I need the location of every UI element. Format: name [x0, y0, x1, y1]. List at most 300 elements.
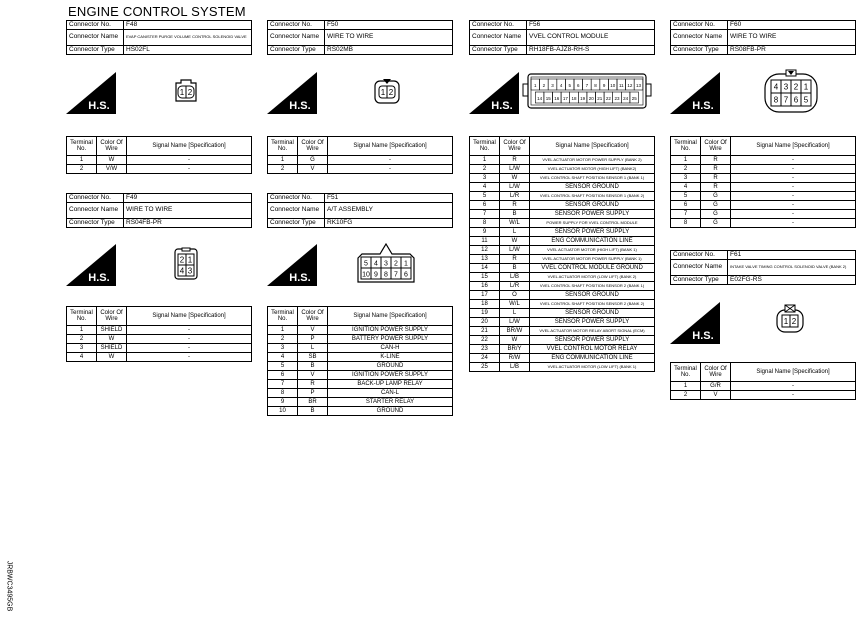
- signal-name-cell: VVEL CONTROL SHAFT POSITION SENSOR 1 (BANK 2): [530, 192, 655, 201]
- wire-color-cell: L: [500, 228, 530, 237]
- wire-color-cell: V/W: [97, 165, 127, 174]
- terminal-no-cell: 14: [470, 264, 500, 273]
- terminal-no-cell: 25: [470, 363, 500, 372]
- connector-name-value: VVEL CONTROL MODULE: [527, 30, 655, 46]
- connector-info-table: [66, 193, 252, 228]
- connector-type-label: Connector Type: [671, 276, 728, 285]
- terminal-no-cell: 2: [67, 165, 97, 174]
- connector-no-value: F48: [124, 21, 252, 30]
- pin-label: 1: [783, 317, 789, 326]
- table-row: [268, 389, 453, 398]
- wire-color-cell: G/R: [701, 382, 731, 391]
- connector-name-label: Connector Name: [671, 260, 728, 276]
- connector-no-label: Connector No.: [671, 251, 728, 260]
- wire-color-header: Color Of Wire: [298, 137, 328, 156]
- table-row: [470, 228, 655, 237]
- table-row: [268, 353, 453, 362]
- table-row: [470, 291, 655, 300]
- terminal-no-cell: 9: [470, 228, 500, 237]
- connector-type-value: HS02FL: [124, 46, 252, 55]
- signal-name-cell: ENG COMMUNICATION LINE: [530, 237, 655, 246]
- pin-label: 7: [585, 83, 589, 88]
- pin-label: 12: [627, 83, 633, 88]
- pin-label: 1: [803, 82, 809, 92]
- connector-diagram-f49: [169, 247, 203, 286]
- signal-name-cell: -: [127, 165, 252, 174]
- wire-color-cell: L: [298, 344, 328, 353]
- wire-color-cell: G: [701, 201, 731, 210]
- signal-name-cell: SENSOR GROUND: [530, 201, 655, 210]
- wire-color-cell: L/R: [500, 282, 530, 291]
- wire-color-cell: R: [701, 156, 731, 165]
- pin-label: 4: [374, 260, 378, 268]
- connector-diagram-f50: [371, 75, 403, 112]
- wire-color-cell: G: [701, 192, 731, 201]
- hs-logo-text: H.S.: [289, 272, 311, 284]
- wire-color-header: Color Of Wire: [97, 137, 127, 156]
- terminal-no-cell: 15: [470, 273, 500, 282]
- pin-label: 10: [362, 271, 370, 279]
- table-row: [268, 156, 453, 165]
- table-row: [470, 300, 655, 309]
- connector-info-table: [469, 20, 655, 55]
- table-row: [470, 201, 655, 210]
- hs-logo: [670, 302, 720, 344]
- table-row: [268, 326, 453, 335]
- terminal-no-cell: 7: [671, 210, 701, 219]
- pin-label: 2: [793, 82, 799, 92]
- hs-logo-text: H.S.: [88, 272, 110, 284]
- terminal-no-cell: 10: [268, 407, 298, 416]
- page-title: ENGINE CONTROL SYSTEM: [68, 4, 246, 19]
- connector-no-value: F60: [728, 21, 856, 30]
- terminal-no-header: Terminal No.: [67, 137, 97, 156]
- connector-block-f51: [267, 193, 453, 228]
- table-row: [470, 327, 655, 336]
- signal-name-cell: VVEL ACTUATOR MOTOR (LOW LIFT) (BANK 1): [530, 363, 655, 372]
- table-row: [470, 255, 655, 264]
- wire-color-cell: L/W: [500, 183, 530, 192]
- wire-color-cell: L/W: [500, 318, 530, 327]
- terminal-no-header: Terminal No.: [268, 137, 298, 156]
- table-row: [671, 192, 856, 201]
- signal-name-cell: -: [731, 219, 856, 228]
- wire-color-cell: SHIELD: [97, 326, 127, 335]
- pin-label: 3: [551, 83, 554, 88]
- wire-color-cell: V: [701, 391, 731, 400]
- terminal-no-cell: 1: [671, 156, 701, 165]
- terminal-no-cell: 8: [470, 219, 500, 228]
- pin-label: 24: [623, 96, 629, 101]
- connector-name-label: Connector Name: [470, 30, 527, 46]
- table-row: [470, 246, 655, 255]
- wire-color-cell: G: [701, 210, 731, 219]
- connector-type-label: Connector Type: [671, 46, 728, 55]
- wire-color-cell: L/B: [500, 363, 530, 372]
- terminal-no-header: Terminal No.: [67, 307, 97, 326]
- hs-logo-text: H.S.: [491, 100, 513, 112]
- table-row: [470, 264, 655, 273]
- signal-name-cell: -: [731, 201, 856, 210]
- pin-label: 15: [545, 96, 551, 101]
- wire-color-cell: R: [701, 174, 731, 183]
- signal-name-cell: SENSOR GROUND: [530, 183, 655, 192]
- wire-color-cell: W/L: [500, 219, 530, 228]
- terminal-no-cell: 5: [470, 192, 500, 201]
- pin-label: 19: [580, 96, 586, 101]
- signal-name-cell: IGNITION POWER SUPPLY: [328, 371, 453, 380]
- connector-name-value: A/T ASSEMBLY: [325, 203, 453, 219]
- table-row: [470, 282, 655, 291]
- terminal-no-cell: 4: [67, 353, 97, 362]
- terminal-no-header: Terminal No.: [671, 363, 701, 382]
- hs-logo-text: H.S.: [692, 100, 714, 112]
- signal-name-cell: -: [731, 382, 856, 391]
- signal-name-cell: GROUND: [328, 362, 453, 371]
- table-row: [470, 156, 655, 165]
- table-row: [671, 201, 856, 210]
- table-row: [268, 344, 453, 353]
- connector-name-value: INTAKE VALVE TIMING CONTROL SOLENOID VALVE (BANK 2): [728, 260, 856, 276]
- terminal-no-cell: 8: [671, 219, 701, 228]
- signal-name-cell: SENSOR POWER SUPPLY: [530, 336, 655, 345]
- pin-label: 4: [559, 83, 563, 88]
- signal-name-cell: -: [127, 335, 252, 344]
- terminal-table-f51: [267, 306, 453, 416]
- terminal-no-cell: 8: [268, 389, 298, 398]
- table-row: [470, 336, 655, 345]
- table-row: [67, 156, 252, 165]
- pin-label: 7: [783, 95, 789, 105]
- signal-name-cell: -: [731, 156, 856, 165]
- connector-name-label: Connector Name: [67, 30, 124, 46]
- signal-name-cell: -: [328, 165, 453, 174]
- terminal-no-cell: 4: [268, 353, 298, 362]
- pin-label: 21: [597, 96, 603, 101]
- wire-color-cell: B: [500, 264, 530, 273]
- terminal-no-cell: 19: [470, 309, 500, 318]
- terminal-no-cell: 7: [268, 380, 298, 389]
- connector-name-value: WIRE TO WIRE: [728, 30, 856, 46]
- connector-no-value: F61: [728, 251, 856, 260]
- wire-color-cell: V: [298, 371, 328, 380]
- connector-no-label: Connector No.: [671, 21, 728, 30]
- connector-block-f48: [66, 20, 252, 55]
- terminal-no-cell: 11: [470, 237, 500, 246]
- wire-color-cell: R: [298, 380, 328, 389]
- terminal-table-f56: [469, 136, 655, 372]
- terminal-no-cell: 3: [67, 344, 97, 353]
- signal-name-cell: -: [127, 344, 252, 353]
- terminal-no-cell: 4: [470, 183, 500, 192]
- hs-logo: [267, 72, 317, 114]
- connector-type-value: RS08FB-PR: [728, 46, 856, 55]
- wire-color-cell: BR/W: [500, 327, 530, 336]
- pin-label: 1: [404, 260, 408, 268]
- connector-type-label: Connector Type: [268, 46, 325, 55]
- wire-color-cell: R: [500, 201, 530, 210]
- terminal-no-cell: 2: [268, 335, 298, 344]
- wire-color-cell: R: [701, 165, 731, 174]
- table-row: [671, 183, 856, 192]
- table-row: [671, 391, 856, 400]
- terminal-no-cell: 16: [470, 282, 500, 291]
- connector-type-label: Connector Type: [470, 46, 527, 55]
- terminal-no-cell: 2: [470, 165, 500, 174]
- wire-color-header: Color Of Wire: [298, 307, 328, 326]
- signal-name-cell: VVEL ACTUATOR MOTOR (HIGH LIFT) (BANK 1): [530, 246, 655, 255]
- signal-name-cell: SENSOR GROUND: [530, 309, 655, 318]
- pin-label: 10: [610, 83, 616, 88]
- connector-info-table: [670, 20, 856, 55]
- signal-name-cell: VVEL CONTROL SHAFT POSITION SENSOR 2 (BANK 2): [530, 300, 655, 309]
- wire-color-cell: W: [500, 336, 530, 345]
- hs-logo-text: H.S.: [692, 330, 714, 342]
- terminal-no-cell: 3: [671, 174, 701, 183]
- wire-color-cell: R/W: [500, 354, 530, 363]
- table-row: [268, 335, 453, 344]
- signal-name-cell: VVEL ACTUATOR MOTOR (LOW LIFT) (BANK 2): [530, 273, 655, 282]
- table-row: [268, 407, 453, 416]
- terminal-table-f49: [66, 306, 252, 362]
- pin-label: 20: [588, 96, 594, 101]
- connector-diagram-f61: [774, 303, 806, 340]
- terminal-no-cell: 2: [67, 335, 97, 344]
- table-row: [67, 165, 252, 174]
- wire-color-header: Color Of Wire: [701, 137, 731, 156]
- terminal-no-cell: 3: [268, 344, 298, 353]
- pin-label: 1: [534, 83, 537, 88]
- signal-name-cell: SENSOR GROUND: [530, 291, 655, 300]
- signal-name-cell: -: [127, 326, 252, 335]
- connector-block-f56: [469, 20, 655, 55]
- table-row: [671, 165, 856, 174]
- terminal-no-cell: 6: [671, 201, 701, 210]
- terminal-no-cell: 21: [470, 327, 500, 336]
- pin-label: 9: [602, 83, 606, 88]
- wire-color-header: Color Of Wire: [500, 137, 530, 156]
- signal-name-cell: SENSOR POWER SUPPLY: [530, 210, 655, 219]
- signal-name-cell: BATTERY POWER SUPPLY: [328, 335, 453, 344]
- pin-label: 1: [187, 255, 193, 265]
- table-row: [470, 165, 655, 174]
- connector-type-label: Connector Type: [67, 46, 124, 55]
- pin-label: 2: [187, 88, 193, 97]
- terminal-no-header: Terminal No.: [671, 137, 701, 156]
- pin-label: 16: [554, 96, 560, 101]
- signal-name-cell: IGNITION POWER SUPPLY: [328, 326, 453, 335]
- terminal-no-cell: 2: [268, 165, 298, 174]
- wire-color-cell: W/L: [500, 300, 530, 309]
- connector-type-value: RS02MB: [325, 46, 453, 55]
- table-row: [671, 156, 856, 165]
- connector-no-value: F51: [325, 194, 453, 203]
- pin-label: 2: [394, 260, 398, 268]
- table-row: [470, 174, 655, 183]
- connector-block-f60: [670, 20, 856, 55]
- signal-name-cell: -: [731, 165, 856, 174]
- connector-diagram-f48: [170, 75, 202, 112]
- connector-info-table: [267, 20, 453, 55]
- hs-logo: [66, 72, 116, 114]
- table-row: [268, 398, 453, 407]
- signal-name-cell: -: [731, 391, 856, 400]
- pin-label: 5: [803, 95, 809, 105]
- wire-color-cell: W: [500, 237, 530, 246]
- table-row: [470, 219, 655, 228]
- signal-name-header: Signal Name [Specification]: [731, 137, 856, 156]
- connector-no-value: F50: [325, 21, 453, 30]
- terminal-table-f60: [670, 136, 856, 228]
- pin-label: 5: [568, 83, 571, 88]
- hs-logo: [469, 72, 519, 114]
- table-row: [470, 354, 655, 363]
- connector-type-label: Connector Type: [268, 219, 325, 228]
- terminal-no-cell: 17: [470, 291, 500, 300]
- signal-name-header: Signal Name [Specification]: [127, 137, 252, 156]
- pin-label: 23: [614, 96, 620, 101]
- signal-name-cell: STARTER RELAY: [328, 398, 453, 407]
- connector-type-value: RS04FB-PR: [124, 219, 252, 228]
- signal-name-cell: VVEL ACTUATOR MOTOR RELAY ABORT SIGNAL (ECM): [530, 327, 655, 336]
- connector-type-label: Connector Type: [67, 219, 124, 228]
- pin-label: 14: [537, 96, 543, 101]
- pin-label: 2: [179, 255, 185, 265]
- terminal-no-cell: 5: [671, 192, 701, 201]
- signal-name-header: Signal Name [Specification]: [127, 307, 252, 326]
- pin-label: 2: [542, 83, 546, 88]
- terminal-no-cell: 2: [671, 391, 701, 400]
- terminal-no-cell: 1: [470, 156, 500, 165]
- wire-color-cell: W: [500, 174, 530, 183]
- wire-color-cell: L/W: [500, 246, 530, 255]
- signal-name-cell: -: [731, 210, 856, 219]
- signal-name-cell: K-LINE: [328, 353, 453, 362]
- wire-color-cell: V: [298, 326, 328, 335]
- wire-color-cell: G: [701, 219, 731, 228]
- connector-name-value: WIRE TO WIRE: [325, 30, 453, 46]
- wire-color-cell: R: [701, 183, 731, 192]
- table-row: [67, 335, 252, 344]
- signal-name-cell: CAN-L: [328, 389, 453, 398]
- table-row: [470, 210, 655, 219]
- connector-no-value: F49: [124, 194, 252, 203]
- wire-color-cell: V: [298, 165, 328, 174]
- pin-label: 2: [388, 88, 394, 97]
- table-row: [470, 345, 655, 354]
- terminal-no-cell: 23: [470, 345, 500, 354]
- pin-label: 8: [773, 95, 779, 105]
- pin-label: 6: [577, 83, 580, 88]
- connector-no-label: Connector No.: [268, 194, 325, 203]
- signal-name-cell: VVEL ACTUATOR MOTOR POWER SUPPLY (BANK 2): [530, 156, 655, 165]
- terminal-no-cell: 9: [268, 398, 298, 407]
- wire-color-cell: B: [298, 407, 328, 416]
- connector-type-value: E02FG-RS: [728, 276, 856, 285]
- connector-name-value: WIRE TO WIRE: [124, 203, 252, 219]
- pin-label: 3: [187, 266, 193, 276]
- pin-label: 25: [631, 96, 637, 101]
- connector-type-value: RK10FG: [325, 219, 453, 228]
- pin-label: 6: [404, 271, 408, 279]
- wire-color-cell: L/R: [500, 192, 530, 201]
- terminal-no-cell: 1: [671, 382, 701, 391]
- wire-color-cell: P: [298, 389, 328, 398]
- pin-label: 4: [773, 82, 779, 92]
- connector-diagram-f60: [762, 68, 820, 121]
- wire-color-cell: W: [97, 353, 127, 362]
- signal-name-cell: VVEL ACTUATOR MOTOR POWER SUPPLY (BANK 1): [530, 255, 655, 264]
- terminal-table-f48: [66, 136, 252, 174]
- pin-label: 17: [562, 96, 568, 101]
- signal-name-cell: VVEL CONTROL SHAFT POSITION SENSOR 2 (BANK 1): [530, 282, 655, 291]
- signal-name-cell: CAN-H: [328, 344, 453, 353]
- pin-label: 8: [594, 83, 597, 88]
- wire-color-cell: R: [500, 156, 530, 165]
- terminal-no-cell: 12: [470, 246, 500, 255]
- signal-name-cell: VVEL CONTROL SHAFT POSITION SENSOR 1 (BANK 1): [530, 174, 655, 183]
- signal-name-cell: BACK-UP LAMP RELAY: [328, 380, 453, 389]
- connector-info-table: [66, 20, 252, 55]
- wire-color-cell: O: [500, 291, 530, 300]
- hs-logo: [267, 244, 317, 286]
- connector-name-label: Connector Name: [268, 30, 325, 46]
- table-row: [671, 210, 856, 219]
- pin-label: 3: [783, 82, 789, 92]
- signal-name-cell: VVEL CONTROL MODULE GROUND: [530, 264, 655, 273]
- wire-color-cell: SHIELD: [97, 344, 127, 353]
- pin-label: 4: [179, 266, 185, 276]
- table-row: [268, 362, 453, 371]
- terminal-no-cell: 20: [470, 318, 500, 327]
- pin-label: 18: [571, 96, 577, 101]
- connector-name-value: EVAP CANISTER PURGE VOLUME CONTROL SOLENOID VALVE: [124, 30, 252, 46]
- table-row: [470, 309, 655, 318]
- pin-label: 8: [384, 271, 388, 279]
- wire-color-cell: W: [97, 335, 127, 344]
- signal-name-cell: GROUND: [328, 407, 453, 416]
- signal-name-header: Signal Name [Specification]: [328, 307, 453, 326]
- table-row: [671, 219, 856, 228]
- table-row: [67, 353, 252, 362]
- table-row: [470, 363, 655, 372]
- terminal-no-cell: 24: [470, 354, 500, 363]
- connector-diagram-f51: [352, 240, 420, 293]
- wire-color-cell: G: [298, 156, 328, 165]
- table-row: [470, 318, 655, 327]
- wire-color-cell: P: [298, 335, 328, 344]
- connector-no-label: Connector No.: [67, 194, 124, 203]
- wire-color-cell: R: [500, 255, 530, 264]
- table-row: [67, 326, 252, 335]
- terminal-table-f61: [670, 362, 856, 400]
- terminal-no-cell: 22: [470, 336, 500, 345]
- connector-name-label: Connector Name: [268, 203, 325, 219]
- wire-color-header: Color Of Wire: [97, 307, 127, 326]
- terminal-no-cell: 18: [470, 300, 500, 309]
- table-row: [67, 344, 252, 353]
- hs-logo: [66, 244, 116, 286]
- terminal-no-cell: 7: [470, 210, 500, 219]
- pin-label: 2: [791, 317, 797, 326]
- figure-code: [2, 556, 16, 616]
- table-row: [470, 273, 655, 282]
- terminal-no-cell: 13: [470, 255, 500, 264]
- connector-diagram-f56: [522, 70, 652, 117]
- table-row: [671, 174, 856, 183]
- signal-name-cell: -: [328, 156, 453, 165]
- hs-logo-text: H.S.: [289, 100, 311, 112]
